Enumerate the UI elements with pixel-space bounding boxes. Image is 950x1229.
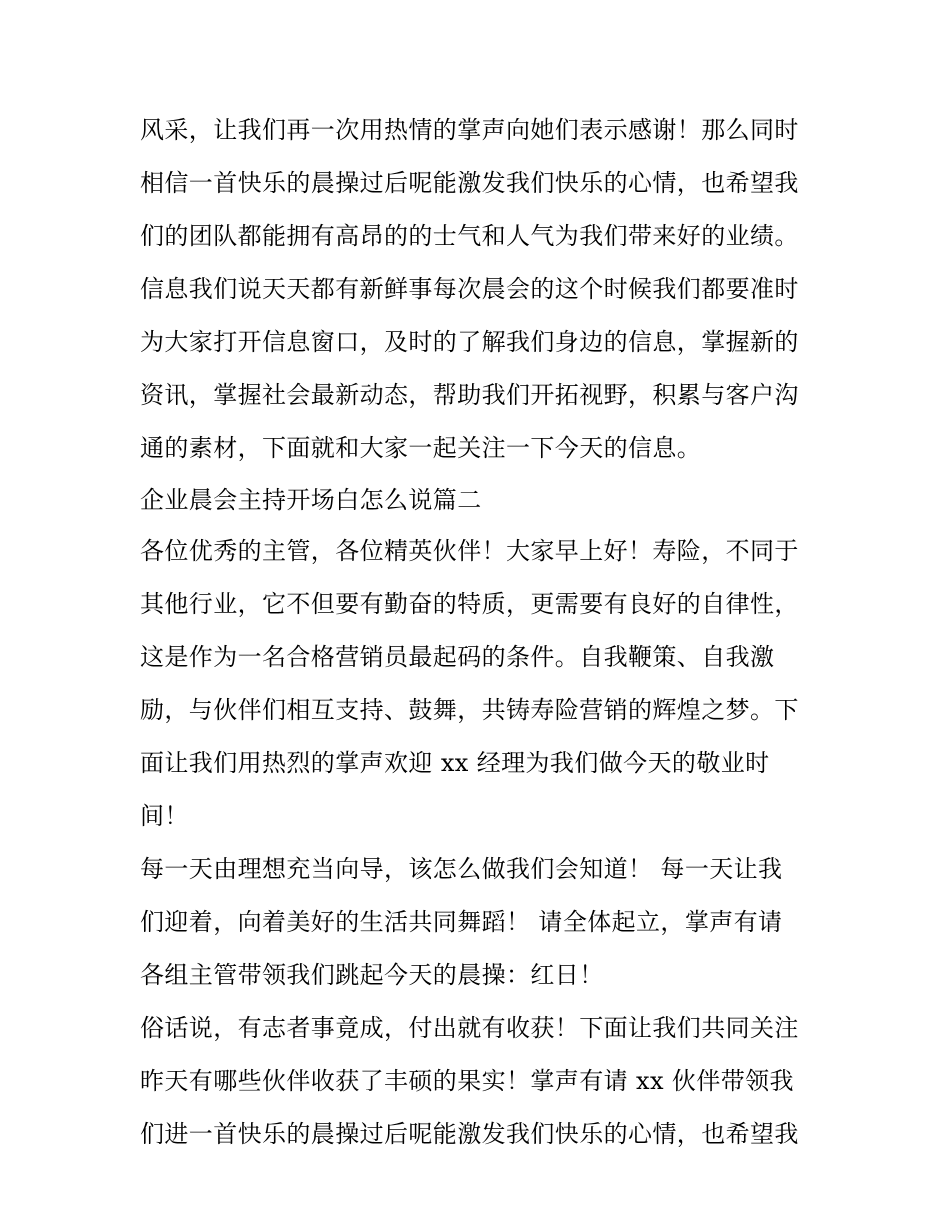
text-line: 俗话说，有志者事竟成，付出就有收获！下面让我们共同关注 — [140, 1014, 799, 1042]
text-line: 风采，让我们再一次用热情的掌声向她们表示感谢！那么同时 — [140, 116, 799, 144]
text-line: 们的团队都能拥有高昂的的士气和人气为我们带来好的业绩。 — [140, 222, 799, 250]
text-line: 相信一首快乐的晨操过后呢能激发我们快乐的心情，也希望我 — [140, 169, 799, 197]
text-line: 昨天有哪些伙伴收获了丰硕的果实！掌声有请 xx 伙伴带领我 — [140, 1067, 794, 1095]
section-heading: 企业晨会主持开场白怎么说篇二 — [140, 486, 482, 514]
text-line: 励，与伙伴们相互支持、鼓舞，共铸寿险营销的辉煌之梦。下 — [140, 696, 799, 724]
text-line: 面让我们用热烈的掌声欢迎 xx 经理为我们做今天的敬业时 — [140, 749, 770, 777]
text-line: 信息我们说天天都有新鲜事每次晨会的这个时候我们都要准时 — [140, 275, 799, 303]
text-line: 通的素材，下面就和大家一起关注一下今天的信息。 — [140, 434, 702, 462]
text-line: 间！ — [140, 802, 189, 830]
text-line: 们迎着，向着美好的生活共同舞蹈！ 请全体起立，掌声有请 — [140, 908, 783, 936]
text-line: 每一天由理想充当向导，该怎么做我们会知道！ 每一天让我 — [140, 855, 783, 883]
text-line: 为大家打开信息窗口，及时的了解我们身边的信息，掌握新的 — [140, 328, 799, 356]
text-line: 这是作为一名合格营销员最起码的条件。自我鞭策、自我激 — [140, 643, 775, 671]
text-line: 各位优秀的主管，各位精英伙伴！大家早上好！寿险，不同于 — [140, 537, 799, 565]
text-line: 们进一首快乐的晨操过后呢能激发我们快乐的心情，也希望我 — [140, 1120, 799, 1148]
text-line: 资讯，掌握社会最新动态，帮助我们开拓视野，积累与客户沟 — [140, 381, 799, 409]
text-line: 各组主管带领我们跳起今天的晨操：红日！ — [140, 961, 604, 989]
text-line: 其他行业，它不但要有勤奋的特质，更需要有良好的自律性， — [140, 590, 799, 618]
document-body — [140, 104, 820, 1161]
